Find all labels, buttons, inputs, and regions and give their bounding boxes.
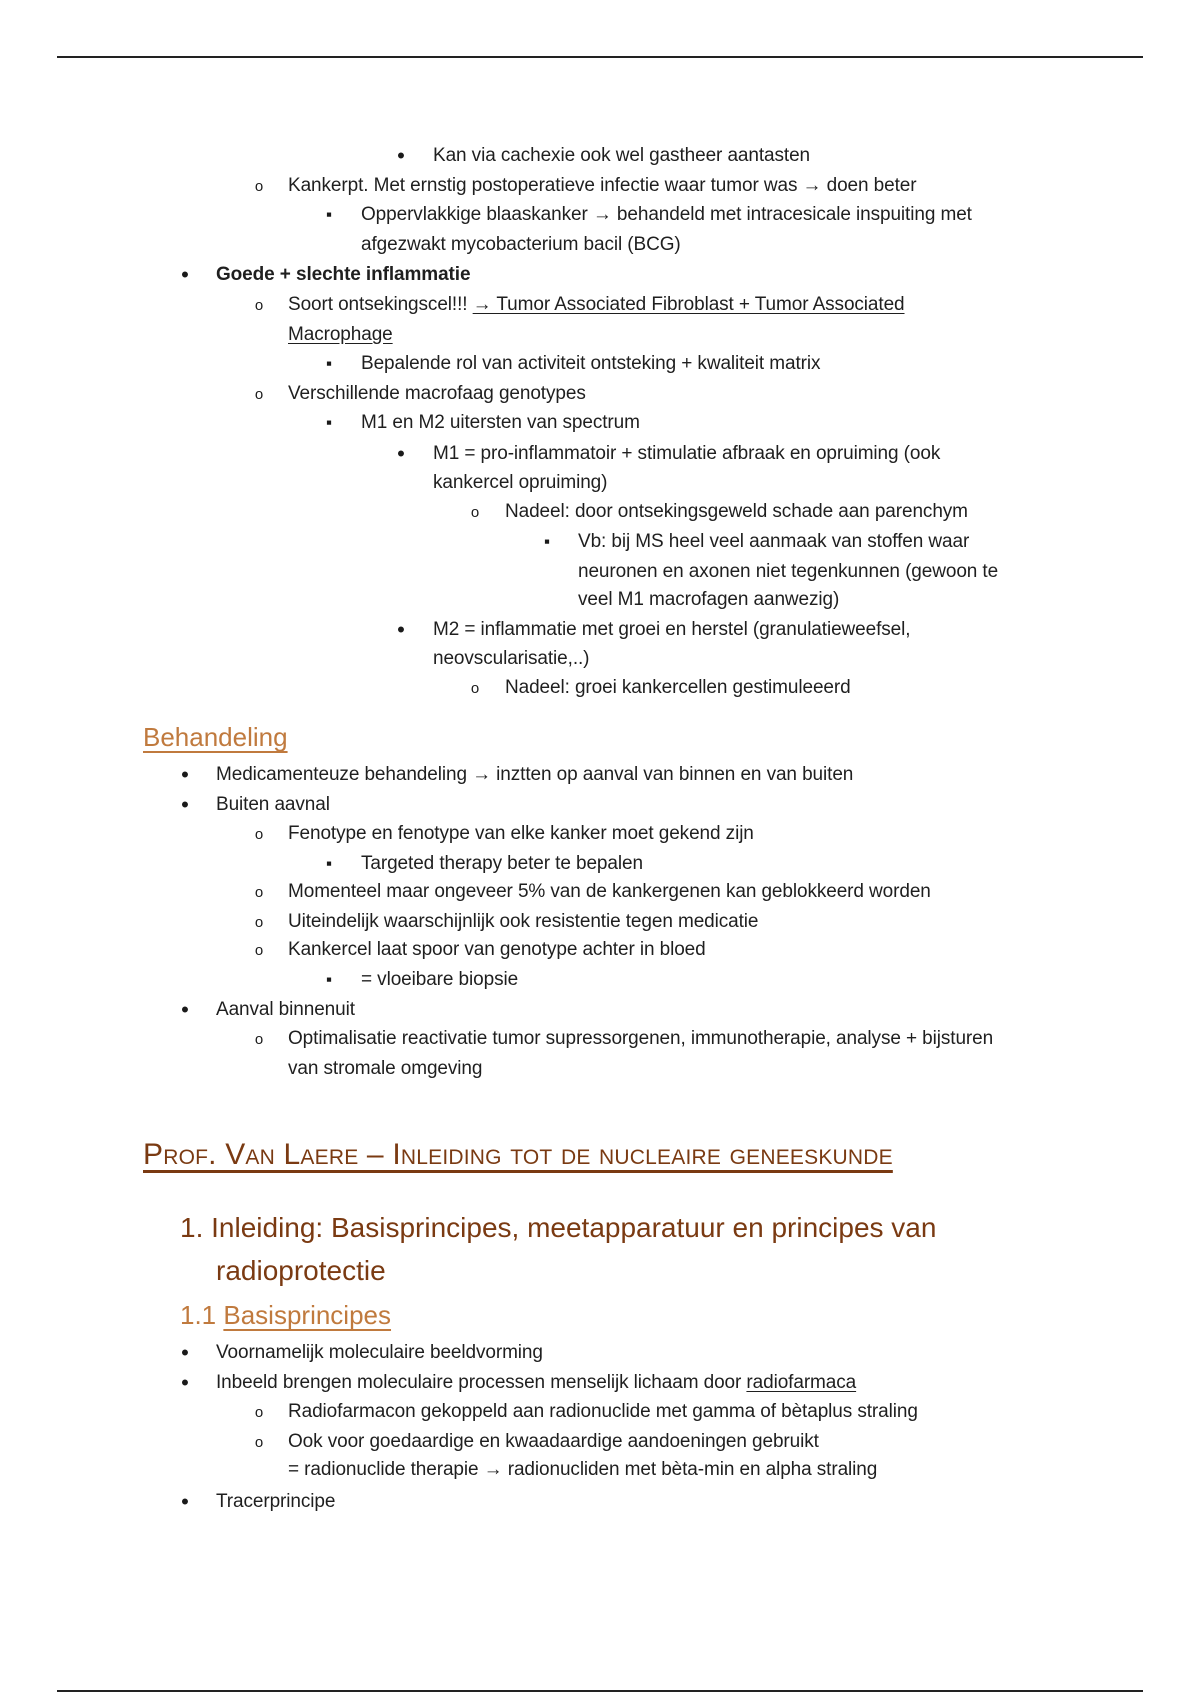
page-top-rule bbox=[57, 56, 1143, 58]
list-item: Kankercel laat spoor van genotype achter in bloed bbox=[288, 939, 706, 960]
bullet-icon bbox=[392, 440, 410, 470]
list-item bbox=[288, 291, 905, 319]
circle-bullet-icon bbox=[250, 380, 268, 409]
list-item: Bepalende rol van activiteit ontsteking + kwaliteit matrix bbox=[361, 353, 821, 374]
list-item-text: Soort ontsekingscel!!! bbox=[288, 294, 473, 315]
chapter-title: Prof. Van Laere – Inleiding tot de nucleaire geneeskunde bbox=[143, 1138, 893, 1171]
section-title-line2: radioprotectie bbox=[216, 1255, 386, 1286]
list-item: Tracerprincipe bbox=[216, 1491, 336, 1512]
square-bullet-icon bbox=[320, 409, 338, 437]
list-item-continuation: neovscularisatie,..) bbox=[433, 648, 590, 669]
list-item: Ook voor goedaardige en kwaadaardige aandoeningen gebruikt bbox=[288, 1431, 819, 1452]
square-bullet-icon bbox=[320, 966, 338, 994]
square-bullet-icon bbox=[320, 850, 338, 878]
underlined-term: Macrophage bbox=[288, 324, 393, 345]
list-item: Buiten aavnal bbox=[216, 794, 330, 815]
circle-bullet-icon bbox=[250, 908, 268, 937]
circle-bullet-icon bbox=[466, 674, 484, 703]
list-item bbox=[216, 1369, 856, 1397]
square-bullet-icon bbox=[320, 201, 338, 229]
bullet-icon bbox=[176, 1488, 194, 1518]
bullet-icon bbox=[176, 261, 194, 291]
section-heading: Behandeling bbox=[143, 722, 288, 752]
list-item: M1 = pro-inflammatoir + stimulatie afbraak en opruiming (ook bbox=[433, 443, 941, 464]
list-item: Oppervlakkige blaaskanker → behandeld met intracesicale inspuiting met bbox=[361, 204, 972, 225]
list-item: Nadeel: door ontsekingsgeweld schade aan parenchym bbox=[505, 501, 968, 522]
circle-bullet-icon bbox=[250, 820, 268, 849]
bullet-icon bbox=[176, 791, 194, 821]
list-item-continuation: kankercel opruiming) bbox=[433, 472, 608, 493]
subsection-label: Basisprincipes bbox=[223, 1300, 392, 1330]
list-item: Voornamelijk moleculaire beeldvorming bbox=[216, 1342, 543, 1363]
list-item: Aanval binnenuit bbox=[216, 999, 355, 1020]
list-item: Optimalisatie reactivatie tumor supressorgenen, immunotherapie, analyse + bijsturen bbox=[288, 1028, 994, 1049]
list-item: Uiteindelijk waarschijnlijk ook resistentie tegen medicatie bbox=[288, 911, 759, 932]
list-item-text: Inbeeld brengen moleculaire processen menselijk lichaam door bbox=[216, 1372, 747, 1393]
underlined-term: radiofarmaca bbox=[746, 1372, 857, 1393]
circle-bullet-icon bbox=[250, 172, 268, 201]
list-item-continuation: afgezwakt mycobacterium bacil (BCG) bbox=[361, 234, 681, 255]
list-item: Kankerpt. Met ernstig postoperatieve infectie waar tumor was → doen beter bbox=[288, 175, 917, 196]
list-item: Nadeel: groei kankercellen gestimuleeerd bbox=[505, 677, 851, 698]
circle-bullet-icon bbox=[250, 291, 268, 320]
bullet-icon bbox=[176, 761, 194, 791]
list-item: Momenteel maar ongeveer 5% van de kankergenen kan geblokkeerd worden bbox=[288, 881, 931, 902]
circle-bullet-icon bbox=[250, 1025, 268, 1054]
list-item: Kan via cachexie ook wel gastheer aantasten bbox=[433, 145, 810, 166]
list-item-continuation: veel M1 macrofagen aanwezig) bbox=[578, 589, 840, 610]
bullet-icon bbox=[176, 996, 194, 1026]
square-bullet-icon bbox=[320, 350, 338, 378]
square-bullet-icon bbox=[538, 528, 556, 556]
list-item: M2 = inflammatie met groei en herstel (granulatieweefsel, bbox=[433, 619, 911, 640]
underlined-term: → Tumor Associated Fibroblast + Tumor Associated bbox=[472, 294, 905, 315]
list-item: Targeted therapy beter te bepalen bbox=[361, 853, 643, 874]
bullet-icon bbox=[176, 1339, 194, 1369]
subsection-title bbox=[180, 1300, 391, 1331]
list-item: Radiofarmacon gekoppeld aan radionuclide met gamma of bètaplus straling bbox=[288, 1401, 918, 1422]
circle-bullet-icon bbox=[466, 498, 484, 527]
bullet-icon bbox=[176, 1369, 194, 1399]
bullet-icon bbox=[392, 616, 410, 646]
list-item-continuation: neuronen en axonen niet tegenkunnen (gewoon te bbox=[578, 561, 999, 582]
list-item: M1 en M2 uitersten van spectrum bbox=[361, 412, 640, 433]
list-item: Vb: bij MS heel veel aanmaak van stoffen waar bbox=[578, 531, 970, 552]
list-item: Fenotype en fenotype van elke kanker moet gekend zijn bbox=[288, 823, 754, 844]
page-bottom-rule bbox=[57, 1690, 1143, 1692]
list-item: = vloeibare biopsie bbox=[361, 969, 519, 990]
circle-bullet-icon bbox=[250, 936, 268, 965]
list-item-continuation: = radionuclide therapie → radionucliden met bèta-min en alpha straling bbox=[288, 1459, 878, 1480]
list-item-continuation: van stromale omgeving bbox=[288, 1058, 483, 1079]
circle-bullet-icon bbox=[250, 1398, 268, 1427]
list-item: Verschillende macrofaag genotypes bbox=[288, 383, 586, 404]
section-title-line1: 1. Inleiding: Basisprincipes, meetapparatuur en principes van bbox=[180, 1212, 937, 1243]
subsection-number: 1.1 bbox=[180, 1300, 224, 1330]
circle-bullet-icon bbox=[250, 878, 268, 907]
list-item: Medicamenteuze behandeling → inztten op aanval van binnen en van buiten bbox=[216, 764, 854, 785]
list-item-bold: Goede + slechte inflammatie bbox=[216, 264, 471, 285]
bullet-icon bbox=[392, 142, 410, 172]
circle-bullet-icon bbox=[250, 1428, 268, 1457]
